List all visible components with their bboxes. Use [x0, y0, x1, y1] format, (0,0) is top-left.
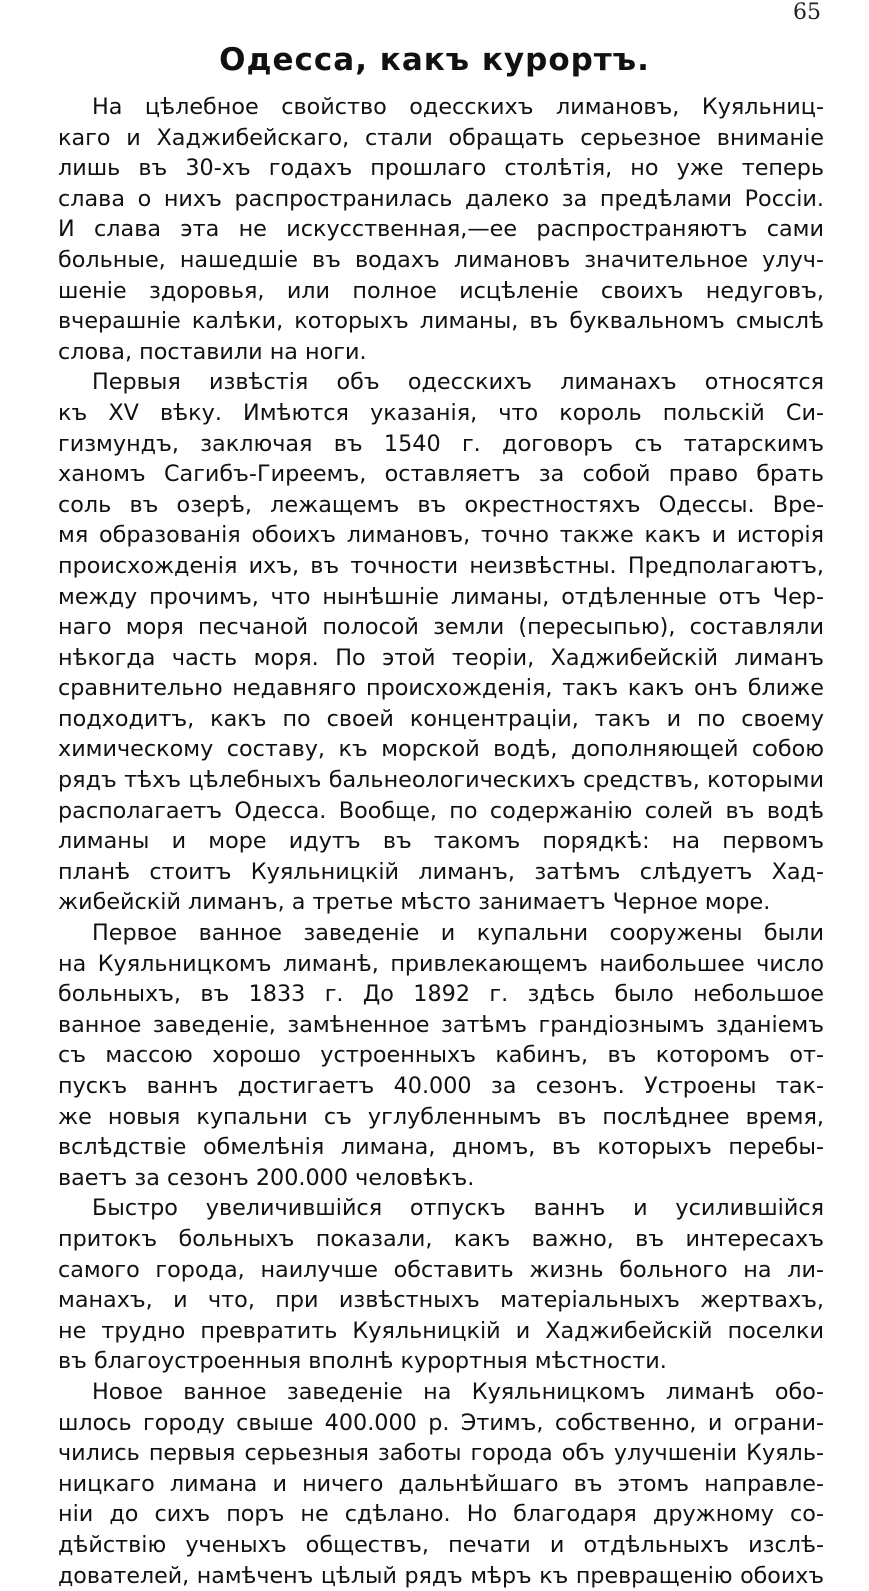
body-text: [58, 92, 824, 1591]
text-line: каго и Хаджибейскаго, стали обращать серьезное вниманіе: [58, 123, 824, 154]
text-line: больные, нашедшіе въ водахъ лимановъ значительное улуч-: [58, 245, 824, 276]
text-line: между прочимъ, что нынѣшніе лиманы, отдѣленные отъ Чер-: [58, 582, 824, 613]
text-line: дѣйствію ученыхъ обществъ, печати и отдѣльныхъ изслѣ-: [58, 1530, 824, 1561]
text-line: больныхъ, въ 1833 г. До 1892 г. здѣсь было небольшое: [58, 979, 824, 1010]
text-line: же новыя купальни съ углубленнымъ въ послѣднее время,: [58, 1102, 824, 1133]
text-line: слова, поставили на ноги.: [58, 337, 824, 368]
paragraph: [58, 367, 824, 918]
text-line: чились первыя серьезныя заботы города объ улучшеніи Куяль-: [58, 1438, 824, 1469]
text-line: соль въ озерѣ, лежащемъ въ окрестностяхъ Одессы. Вре-: [58, 490, 824, 521]
text-line: притокъ больныхъ показали, какъ важно, въ интересахъ: [58, 1224, 824, 1255]
text-line: ніи до сихъ поръ не сдѣлано. Но благодаря дружному со-: [58, 1499, 824, 1530]
text-line: самого города, наилучше обставить жизнь больного на ли-: [58, 1255, 824, 1286]
text-line: Быстро увеличившійся отпускъ ваннъ и усилившійся: [58, 1193, 824, 1224]
paragraph: [58, 918, 824, 1193]
text-line: На цѣлебное свойство одесскихъ лимановъ, Куяльниц-: [58, 92, 824, 123]
text-line: подходитъ, какъ по своей концентраціи, такъ и по своему: [58, 704, 824, 735]
text-line: вчерашніе калѣки, которыхъ лиманы, въ буквальномъ смыслѣ: [58, 306, 824, 337]
text-line: шлось городу свыше 400.000 р. Этимъ, собственно, и ограни-: [58, 1408, 824, 1439]
text-line: съ массою хорошо устроенныхъ кабинъ, въ которомъ от-: [58, 1040, 824, 1071]
text-line: происхожденія ихъ, въ точности неизвѣстны. Предполагаютъ,: [58, 551, 824, 582]
text-line: шеніе здоровья, или полное исцѣленіе своихъ недуговъ,: [58, 276, 824, 307]
text-line: ханомъ Сагибъ-Гиреемъ, оставляетъ за собой право брать: [58, 459, 824, 490]
text-line: къ XV вѣку. Имѣются указанія, что король польскій Си-: [58, 398, 824, 429]
text-line: химическому составу, къ морской водѣ, дополняющей собою: [58, 734, 824, 765]
text-line: ванное заведеніе, замѣненное затѣмъ грандіознымъ зданіемъ: [58, 1010, 824, 1041]
text-line: вслѣдствіе обмелѣнія лимана, дномъ, въ которыхъ перебы-: [58, 1132, 824, 1163]
text-line: лишь въ 30-хъ годахъ прошлаго столѣтія, но уже теперь: [58, 153, 824, 184]
text-line: слава о нихъ распространилась далеко за предѣлами Россіи.: [58, 184, 824, 215]
text-line: Первое ванное заведеніе и купальни сооружены были: [58, 918, 824, 949]
text-line: нѣкогда часть моря. По этой теоріи, Хаджибейскій лиманъ: [58, 643, 824, 674]
text-line: ницкаго лимана и ничего дальнѣйшаго въ этомъ направле-: [58, 1469, 824, 1500]
page-title: Одесса, какъ курортъ.: [0, 42, 869, 78]
page-number: 65: [793, 0, 821, 25]
text-line: ваетъ за сезонъ 200.000 человѣкъ.: [58, 1163, 824, 1194]
text-line: манахъ, и что, при извѣстныхъ матеріальныхъ жертвахъ,: [58, 1285, 824, 1316]
paragraph: [58, 92, 824, 367]
text-line: рядъ тѣхъ цѣлебныхъ бальнеологическихъ средствъ, которыми: [58, 765, 824, 796]
text-line: планѣ стоитъ Куяльницкій лиманъ, затѣмъ слѣдуетъ Хад-: [58, 857, 824, 888]
text-line: мя образованія обоихъ лимановъ, точно также какъ и исторія: [58, 520, 824, 551]
text-line: жибейскій лиманъ, а третье мѣсто занимаетъ Черное море.: [58, 887, 824, 918]
text-line: пускъ ваннъ достигаетъ 40.000 за сезонъ. Устроены так-: [58, 1071, 824, 1102]
paragraph: [58, 1193, 824, 1377]
text-line: на Куяльницкомъ лиманѣ, привлекающемъ наибольшее число: [58, 949, 824, 980]
text-line: не трудно превратить Куяльницкій и Хаджибейскій поселки: [58, 1316, 824, 1347]
text-line: располагаетъ Одесса. Вообще, по содержанію солей въ водѣ: [58, 796, 824, 827]
text-line: въ благоустроенныя вполнѣ курортныя мѣстности.: [58, 1346, 824, 1377]
text-line: гизмундъ, заключая въ 1540 г. договоръ съ татарскимъ: [58, 429, 824, 460]
text-line: сравнительно недавняго происхожденія, такъ какъ онъ ближе: [58, 673, 824, 704]
text-line: Новое ванное заведеніе на Куяльницкомъ лиманѣ обо-: [58, 1377, 824, 1408]
text-line: Первыя извѣстія объ одесскихъ лиманахъ относятся: [58, 367, 824, 398]
text-line: наго моря песчаной полосой земли (пересыпью), составляли: [58, 612, 824, 643]
text-line: И слава эта не искусственная,—ее распространяютъ сами: [58, 214, 824, 245]
text-line: дователей, намѣченъ цѣлый рядъ мѣръ къ превращенію обоихъ: [58, 1561, 824, 1591]
text-line: лиманы и море идутъ въ такомъ порядкѣ: на первомъ: [58, 826, 824, 857]
